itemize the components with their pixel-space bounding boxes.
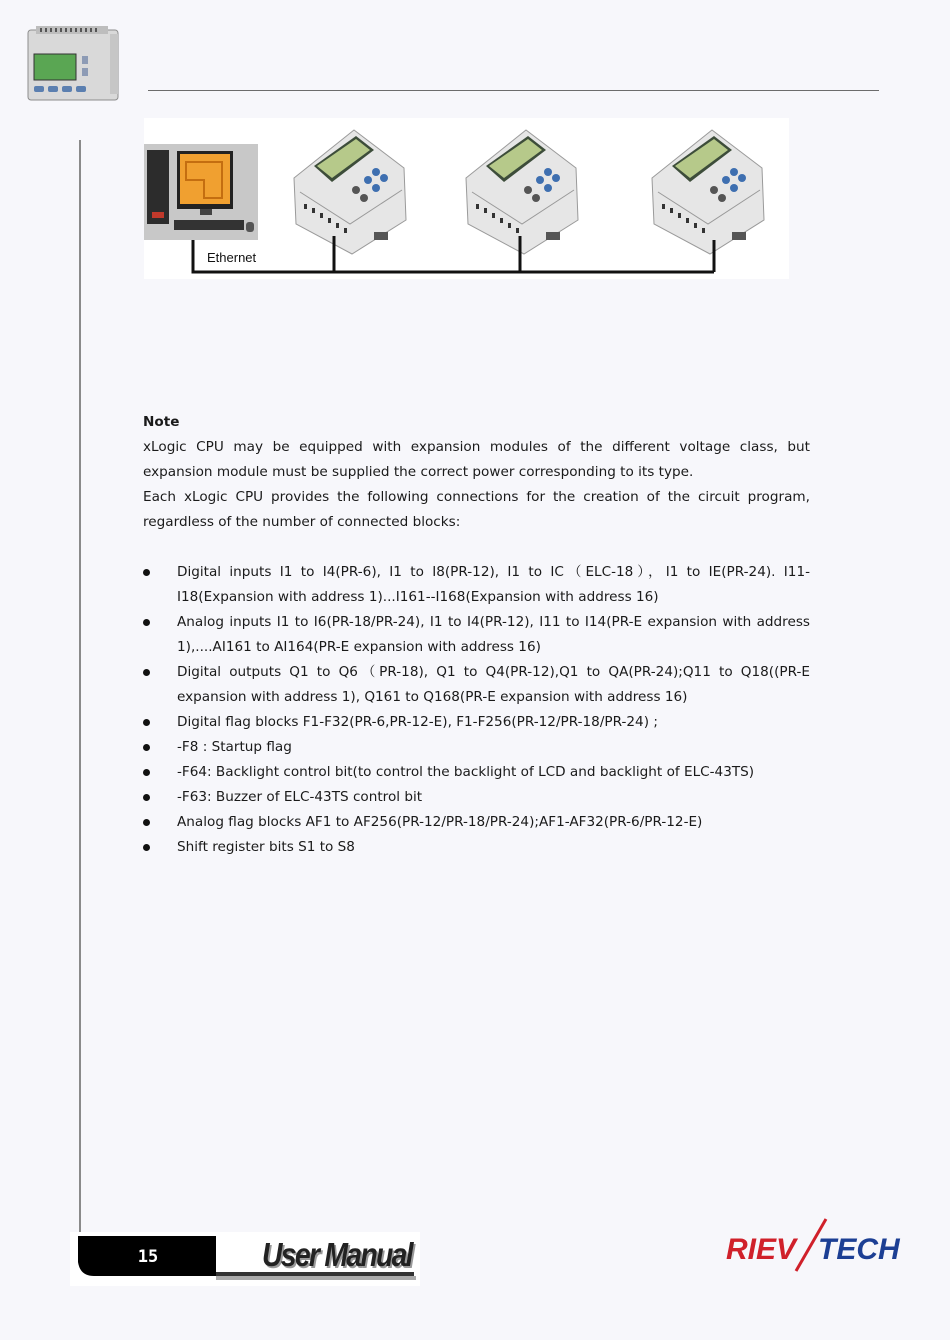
list-item: -F63: Buzzer of ELC-43TS control bit (143, 785, 810, 810)
plc-controller-icon (652, 130, 764, 254)
desktop-computer-icon (144, 144, 258, 240)
plc-device-icon (26, 24, 122, 104)
side-rule (79, 140, 81, 1240)
list-item: Analog inputs I1 to I6(PR-18/PR-24), I1 to I4(PR-12), I11 to I14(PR-E expansion with address 1),....AI161 to AI164(PR-E expansion with address 16) (143, 610, 810, 660)
list-item: Shift register bits S1 to S8 (143, 835, 810, 860)
bullet-icon (143, 769, 150, 776)
note-heading: Note (143, 414, 180, 430)
plc-controller-icon (294, 130, 406, 254)
ethernet-label: Ethernet (207, 250, 257, 265)
header-rule (148, 90, 879, 91)
svg-text:TECH: TECH (818, 1233, 900, 1266)
bullet-icon (143, 669, 150, 676)
list-item: -F64: Backlight control bit(to control the backlight of LCD and backlight of ELC-43TS) (143, 760, 810, 785)
bullet-icon (143, 744, 150, 751)
bullet-icon (143, 794, 150, 801)
connection-list (143, 560, 810, 860)
bullet-icon (143, 569, 150, 576)
bullet-icon (143, 719, 150, 726)
brand-logo (726, 1215, 902, 1277)
bullet-icon (143, 844, 150, 851)
plc-controller-icon (466, 130, 578, 254)
network-figure (144, 118, 789, 279)
svg-text:RIEV: RIEV (726, 1233, 797, 1266)
list-item: Digital flag blocks F1-F32(PR-6,PR-12-E), F1-F256(PR-12/PR-18/PR-24) ; (143, 710, 810, 735)
page-number: 15 (137, 1247, 159, 1267)
note-section (143, 410, 810, 860)
ethernet-cable (193, 236, 714, 272)
list-item: Digital outputs Q1 to Q6（PR-18), Q1 to Q4(PR-12),Q1 to QA(PR-24);Q11 to Q18((PR-E expansion with address 1), Q161 to Q168(PR-E expansion with address 16) (143, 660, 810, 710)
manual-title: User Manual (262, 1236, 412, 1273)
bullet-icon (143, 819, 150, 826)
list-item: Analog flag blocks AF1 to AF256(PR-12/PR-18/PR-24);AF1-AF32(PR-6/PR-12-E) (143, 810, 810, 835)
note-paragraph: xLogic CPU may be equipped with expansion modules of the different voltage class, but expansion module must be supplied the correct power corresponding to its type. (143, 439, 810, 480)
list-item: -F8 : Startup flag (143, 735, 810, 760)
note-paragraph: Each xLogic CPU provides the following connections for the creation of the circuit program, regardless of the number of connected blocks: (143, 489, 810, 530)
list-item: Digital inputs I1 to I4(PR-6), I1 to I8(PR-12), I1 to IC（ELC-18），I1 to IE(PR-24). I11-I18(Expansion with address 1)...I161--I168(Expansion with address 16) (143, 560, 810, 610)
bullet-icon (143, 619, 150, 626)
